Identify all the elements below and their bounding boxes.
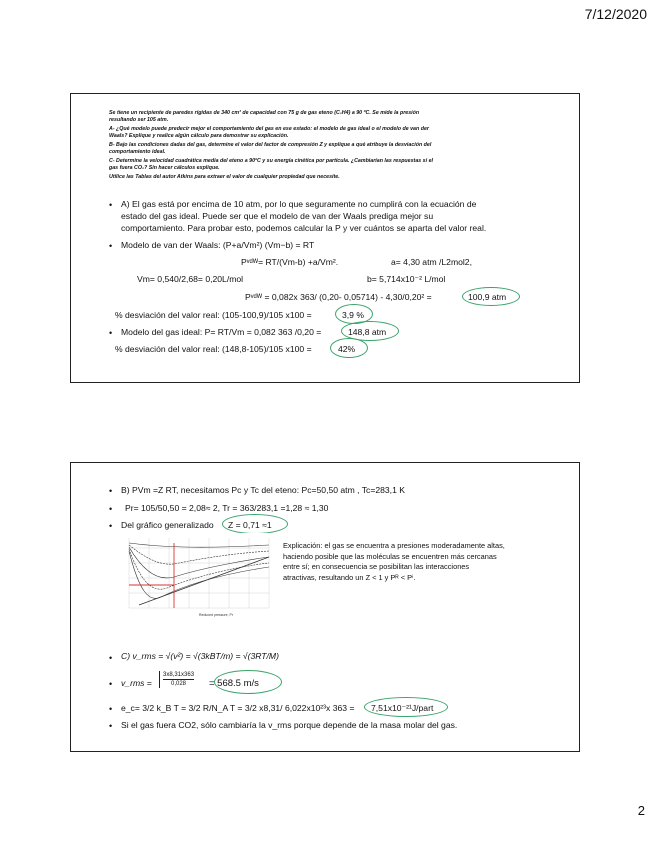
deviation-vdw-result: 3,9 % xyxy=(342,310,364,320)
vdw-title xyxy=(121,240,314,251)
chart-x-label: Reduced pressure, Pr xyxy=(199,613,234,617)
explanation-line: atractivas, resultando un Z < 1 y Pᴿ < Pⁱ. xyxy=(283,572,416,582)
bullet: • xyxy=(109,521,113,531)
highlight-ellipse xyxy=(330,338,368,358)
vdw-title-text: Modelo de van der Waals: xyxy=(121,240,221,250)
problem-line: gas fuera CO₂? Sin hacer cálculos explique. xyxy=(109,165,220,171)
problem-line: Utilice las Tablas del autor Atkins para extraer el valor de cualquier propiedad que necesite. xyxy=(109,174,340,180)
item-b-graph: Del gráfico generalizado xyxy=(121,520,214,530)
ideal-gas-result: 148,8 atm xyxy=(348,327,387,337)
co2-line: Si el gas fuera CO2, sólo cambiaría la v_rms porque depende de la masa molar del gas. xyxy=(121,720,458,730)
pvdw-result: 100,9 atm xyxy=(468,292,507,302)
kinetic-energy-line: e_c= 3/2 k_B T = 3/2 R/N_A T = 3/2 x8,31/ 6,022x10²³x 363 = xyxy=(121,703,355,713)
explanation xyxy=(283,541,505,583)
problem-line: Se tiene un recipiente de paredes rígidas de 340 cm³ de capacidad con 75 g de gas eteno (C₂H4) a 90 ºC. Se mide la presión xyxy=(109,110,420,116)
problem-line: A- ¿Qué modelo puede predecir mejor el comportamiento del gas en ese estado: el modelo de gas ideal o el modelo de van der xyxy=(109,126,429,132)
compressibility-chart xyxy=(119,533,279,618)
vrms-label: v_rms = xyxy=(121,678,152,688)
explanation-line: entre sí; en consecuencia se posibilitan las interacciones xyxy=(283,562,470,571)
vdw-equation: (P+a/Vm²) (Vm−b) = RT xyxy=(222,240,315,250)
vm-value: Vm= 0,540/2,68= 0,20L/mol xyxy=(137,274,244,284)
explanation-line: Explicación: el gas se encuentra a presiones moderadamente altas, xyxy=(283,541,505,550)
item-b-reduced: Pr= 105/50,50 = 2,08≈ 2, Tr = 363/283,1 =1,28 ≈ 1,30 xyxy=(125,503,329,513)
bullet: • xyxy=(109,486,113,496)
explanation-line: haciendo posible que las moléculas se encuentren más cercanas xyxy=(283,551,497,561)
vrms-fraction xyxy=(159,671,194,688)
deviation-ideal: % desviación del valor real: (148,8-105)/105 x100 = xyxy=(115,344,312,354)
vrms-equation: v_rms = √(v²) = √(3kBT/m) = √(3RT/M) xyxy=(132,651,279,661)
item-b-line: B) PVm =Z RT, necesitamos Pc y Tc del eteno: Pc=50,50 atm , Tc=283,1 K xyxy=(121,485,405,495)
vrms-denominator: 0,028 xyxy=(171,681,187,687)
problem-line: B- Bajo las condiciones dadas del gas, determine el valor del factor de compresión Z y explique a qué atribuye la desviación del xyxy=(109,142,432,148)
problem-line: Waals? Explique y realice algún cálculo para demostrar su explicación. xyxy=(109,133,289,139)
highlight-ellipse xyxy=(364,697,448,717)
item-a-line: comportamiento. Para probar esto, podemos calcular la P y ver cuántos se aparta del valor real. xyxy=(121,223,487,233)
page-number: 2 xyxy=(637,803,645,818)
bullet: • xyxy=(109,653,113,663)
slide-1 xyxy=(70,93,580,383)
bullet: • xyxy=(109,704,113,714)
ideal-gas-line: Modelo del gas ideal: P= RT/Vm = 0,082 363 /0,20 = xyxy=(121,327,322,337)
a-value: a= 4,30 atm /L2mol2, xyxy=(391,257,472,267)
b-value: b= 5,714x10⁻² L/mol xyxy=(367,274,446,284)
item-a-line: estado del gas ideal. Puede ser que el modelo de van der Waals prediga mejor su xyxy=(121,211,434,221)
bullet: • xyxy=(109,721,113,731)
c-label: C) xyxy=(121,651,131,661)
highlight-ellipse xyxy=(222,514,288,534)
bullet: • xyxy=(109,241,113,251)
problem-line: C- Determine la velocidad cuadrática media del eteno a 90ºC y su energía cinética por partícula. ¿Cambiarían las respuestas si el xyxy=(109,158,433,164)
deviation-vdw: % desviación del valor real: (105-100,9)/105 x100 = xyxy=(115,310,312,320)
highlight-ellipse xyxy=(214,670,282,694)
deviation-ideal-result: 42% xyxy=(338,344,356,354)
bullet: • xyxy=(109,200,113,210)
item-a-line: A) El gas está por encima de 10 atm, por lo que seguramente no cumplirá con la ecuación de xyxy=(121,199,477,209)
bullet: • xyxy=(109,504,113,514)
problem-line: resultando ser 105 atm. xyxy=(109,117,169,123)
pvdw-calc: Pᵛᵈᵂ = 0,082x 363/ (0,20- 0,05714) - 4,30/0,20² = xyxy=(245,292,432,302)
date-header: 7/12/2020 xyxy=(584,6,647,22)
pvdw-equation: Pᵛᵈᵂ= RT/(Vm-b) +a/Vm². xyxy=(241,257,339,267)
problem-line: comportamiento ideal. xyxy=(109,149,166,155)
slide-2 xyxy=(70,462,580,752)
vrms-numerator: 3x8,31x363 xyxy=(163,672,195,678)
kinetic-energy-result: 7,51x10⁻²¹J/part xyxy=(371,703,434,713)
vrms-result: = 568.5 m/s xyxy=(209,678,259,689)
highlight-ellipse xyxy=(462,287,520,306)
bullet: • xyxy=(109,679,113,689)
vrms-formula xyxy=(121,651,279,662)
z-result: Z = 0,71 ≈1 xyxy=(228,520,272,530)
bullet: • xyxy=(109,328,113,338)
